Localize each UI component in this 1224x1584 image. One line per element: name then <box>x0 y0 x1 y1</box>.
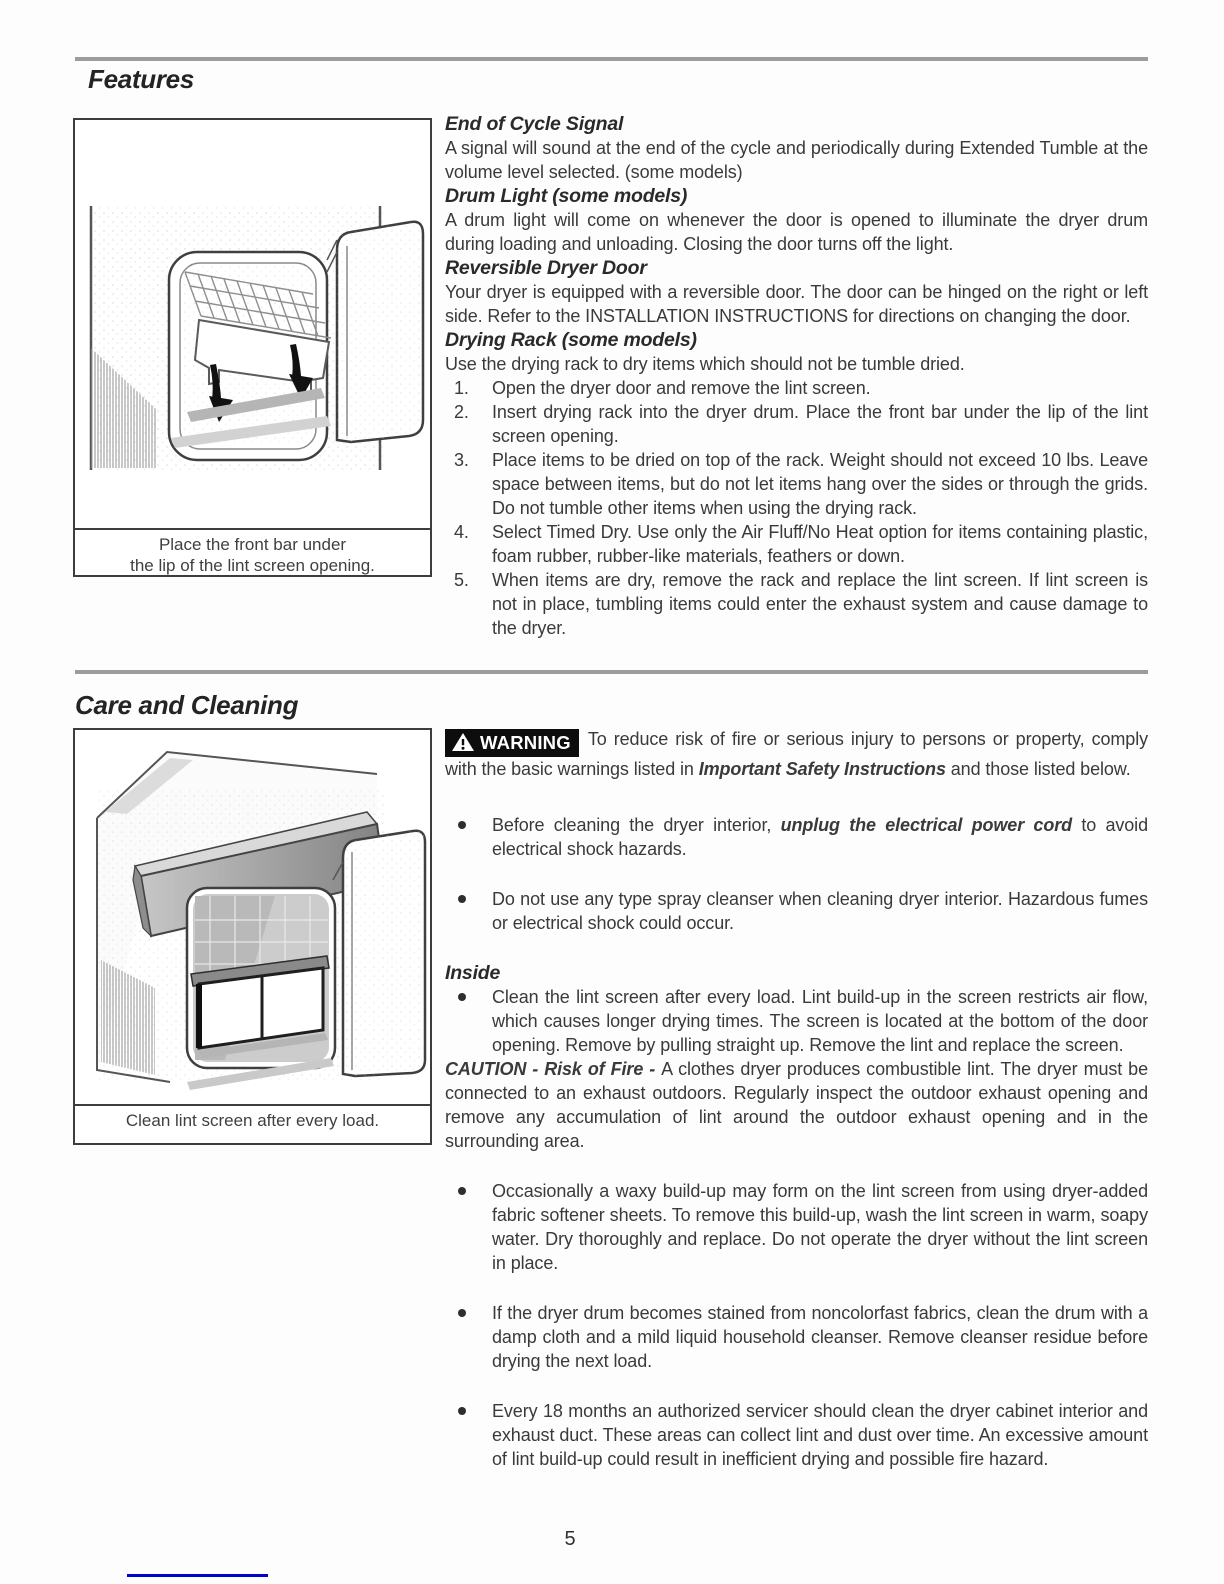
step-4-text: Select Timed Dry. Use only the Air Fluff/No Heat option for items containing plastic, foam rubber, rubber-like materials, feathers or down. <box>492 522 1148 566</box>
warning-paragraph <box>445 727 1148 781</box>
bullet-text: Every 18 months an authorized servicer should clean the dryer cabinet interior and exhaust duct. These areas can collect lint and dust over time. An excessive amount of lint build-up could result in inefficient drying and possible fire hazard. <box>492 1401 1148 1469</box>
bullet-dot <box>458 1407 466 1415</box>
block-title-drying-rack: Drying Rack (some models) <box>445 329 697 351</box>
lint-screen-illustration <box>75 730 430 1104</box>
warning-emphasis: Important Safety Instructions <box>698 759 946 779</box>
care-bullet-18-months <box>445 1399 1148 1471</box>
care-bullet-waxy-buildup <box>445 1179 1148 1275</box>
page-number: 5 <box>564 1528 576 1550</box>
bullet-text: Clean the lint screen after every load. Lint build-up in the screen restricts air flow, which causes longer drying times. The screen is located at the bottom of the door opening. Remove by pulling straight up. Remove the lint and replace the screen. <box>492 987 1148 1055</box>
lint-screen-figure <box>73 728 432 1145</box>
step-2-number: 2. <box>454 402 469 422</box>
block-body-drying-rack: Use the drying rack to dry items which should not be tumble dried. <box>445 354 965 374</box>
block-body-reversible-door: Your dryer is equipped with a reversible door. The door can be hinged on the right or left side. Refer to the INSTALLATION INSTRUCTIONS for directions on changing the door. <box>445 282 1148 326</box>
step-3-number: 3. <box>454 450 469 470</box>
bullet-dot <box>458 1187 466 1195</box>
care-text-column <box>445 727 1148 1471</box>
drying-rack-figure <box>73 118 432 577</box>
step-2 <box>445 400 1148 448</box>
step-1 <box>445 376 1148 400</box>
bullet-text: Do not use any type spray cleanser when cleaning dryer interior. Hazardous fumes or electrical shock could occur. <box>492 889 1148 933</box>
block-body-end-of-cycle: A signal will sound at the end of the cycle and periodically during Extended Tumble at the volume level selected. (some models) <box>445 138 1148 182</box>
step-2-text: Insert drying rack into the dryer drum. Place the front bar under the lip of the lint screen opening. <box>492 402 1148 446</box>
step-4 <box>445 520 1148 568</box>
inside-heading: Inside <box>445 962 501 984</box>
warning-label: WARNING <box>480 732 571 753</box>
section-divider-middle <box>75 670 1148 674</box>
drying-rack-steps <box>445 376 1148 640</box>
features-section-heading: Features <box>88 64 194 94</box>
warning-badge <box>445 729 579 757</box>
bullet-dot <box>458 1309 466 1317</box>
bullet-text-post: to avoid electrical shock hazards. <box>492 815 1148 859</box>
care-section-heading: Care and Cleaning <box>75 690 299 720</box>
block-title-drum-light: Drum Light (some models) <box>445 185 688 207</box>
bullet-dot <box>458 895 466 903</box>
block-title-reversible-door: Reversible Dryer Door <box>445 257 647 279</box>
warning-text-end: and those listed below. <box>945 759 1131 779</box>
warning-icon <box>451 732 475 752</box>
lint-screen-figure-caption <box>75 1104 430 1136</box>
bullet-text: Occasionally a waxy build-up may form on the lint screen from using dryer-added fabric softener sheets. To remove this build-up, wash the lint screen in warm, soapy water. Dry thoroughly and replace. Do not operate the dryer without the lint screen in place. <box>492 1181 1148 1273</box>
care-bullet-drum-stained <box>445 1301 1148 1373</box>
block-title-end-of-cycle: End of Cycle Signal <box>445 113 624 135</box>
bullet-text: If the dryer drum becomes stained from noncolorfast fabrics, clean the drum with a damp cloth and a mild liquid household cleanser. Remove cleanser residue before drying the next load. <box>492 1303 1148 1371</box>
footer-blue-line <box>127 1574 268 1577</box>
drying-rack-figure-caption <box>75 528 430 581</box>
block-body-drum-light: A drum light will come on whenever the door is opened to illuminate the dryer drum during loading and unloading. Closing the door turns off the light. <box>445 210 1148 254</box>
section-divider-top <box>75 57 1148 61</box>
step-3-text: Place items to be dried on top of the rack. Weight should not exceed 10 lbs. Leave space between items, but do not let items hang over the sides or through the grids. Do not tumble other items when using the drying rack. <box>492 450 1148 518</box>
step-5-number: 5. <box>454 570 469 590</box>
bullet-dot <box>458 821 466 829</box>
caution-bold: CAUTION - Risk of Fire - <box>445 1059 662 1079</box>
care-bullet-unplug <box>445 813 1148 861</box>
caption-line-2: the lip of the lint screen opening. <box>130 556 375 575</box>
step-1-number: 1. <box>454 378 469 398</box>
caution-text: A clothes dryer produces combustible lint. The dryer must be connected to an exhaust outdoors. Regularly inspect the outdoor exhaust opening and remove any accumulation of lint around the outdoor exhaust opening and in the surrounding area. <box>445 1059 1149 1151</box>
step-1-text: Open the dryer door and remove the lint screen. <box>492 378 871 398</box>
step-5 <box>445 568 1148 640</box>
step-5-text: When items are dry, remove the rack and replace the lint screen. If lint screen is not in place, tumbling items could enter the exhaust system and cause damage to the dryer. <box>492 570 1148 638</box>
caption-line-1: Place the front bar under <box>158 535 347 554</box>
bullet-text-pre: Before cleaning the dryer interior, <box>492 815 781 835</box>
step-3 <box>445 448 1148 520</box>
care-bullet-clean-lint-screen <box>445 985 1148 1057</box>
step-4-number: 4. <box>454 522 469 542</box>
caption-line: Clean lint screen after every load. <box>125 1111 380 1130</box>
bullet-text-bold: unplug the electrical power cord <box>780 815 1073 835</box>
bullet-dot <box>458 993 466 1001</box>
warning-text-start: To reduce risk of fire or serious injury to persons or property, comply with the basic warnings listed in <box>445 729 1148 779</box>
drying-rack-illustration <box>75 120 430 528</box>
care-bullet-spray-cleanser <box>445 887 1148 935</box>
features-text-column <box>445 112 1148 640</box>
caution-paragraph <box>445 1057 1148 1153</box>
